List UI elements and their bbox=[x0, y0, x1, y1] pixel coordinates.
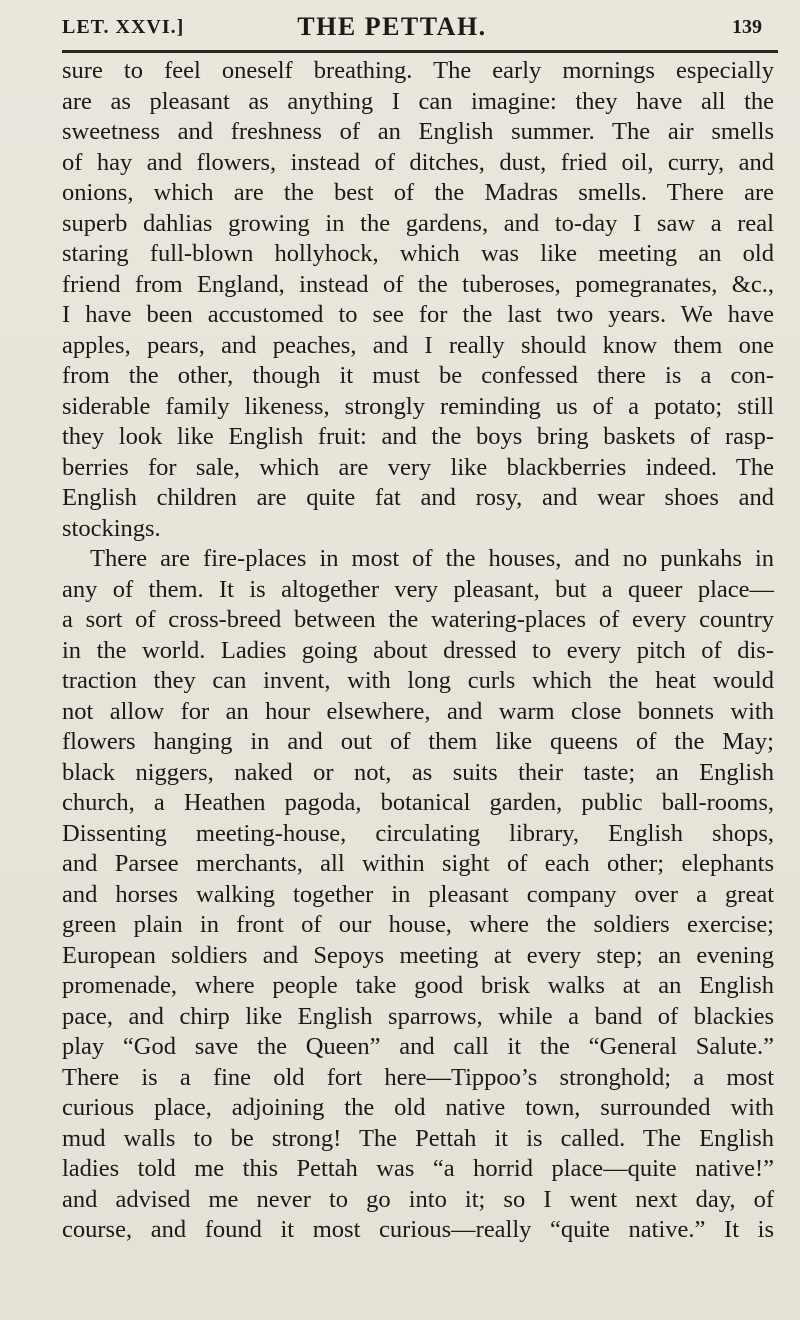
text-line: onions, which are the best of the Madras smells. There are bbox=[62, 179, 774, 206]
text-line: stockings. bbox=[62, 514, 161, 542]
text-line: flowers hanging in and out of them like queens of the May; bbox=[62, 728, 774, 755]
text-line: any of them. It is altogether very pleasant, but a queer place— bbox=[62, 575, 774, 603]
text-line: traction they can invent, with long curls which the heat would bbox=[62, 667, 774, 694]
text-line: staring full-blown hollyhock, which was like meeting an old bbox=[62, 240, 774, 267]
text-line: of hay and flowers, instead of ditches, dust, fried oil, curry, and bbox=[62, 148, 774, 176]
text-line: green plain in front of our house, where the soldiers exercise; bbox=[62, 911, 774, 938]
text-line: friend from England, instead of the tuberoses, pomegranates, &c., bbox=[62, 270, 774, 298]
text-line: they look like English fruit: and the boys bring baskets of rasp- bbox=[62, 423, 774, 450]
text-line: sweetness and freshness of an English summer. The air smells bbox=[62, 118, 774, 145]
text-line: sure to feel oneself breathing. The early mornings especially bbox=[62, 57, 774, 84]
text-line: Dissenting meeting-house, circulating library, English shops, bbox=[62, 819, 774, 847]
header-rule bbox=[62, 50, 778, 53]
text-line: There are fire-places in most of the houses, and no punkahs in bbox=[90, 545, 774, 572]
text-line: European soldiers and Sepoys meeting at every step; an evening bbox=[62, 941, 774, 969]
body-text bbox=[62, 56, 774, 1246]
text-line: English children are quite fat and rosy, and wear shoes and bbox=[62, 484, 774, 511]
running-header bbox=[62, 12, 762, 48]
text-line: and horses walking together in pleasant company over a great bbox=[62, 880, 774, 908]
text-line: apples, pears, and peaches, and I really should know them one bbox=[62, 331, 774, 359]
text-line: play “God save the Queen” and call it the “General Salute.” bbox=[62, 1033, 774, 1060]
text-line: mud walls to be strong! The Pettah it is called. The English bbox=[62, 1124, 774, 1152]
running-title: THE PETTAH. bbox=[297, 12, 487, 41]
text-line: superb dahlias growing in the gardens, and to-day I saw a real bbox=[62, 209, 774, 237]
text-line: a sort of cross-breed between the watering-places of every country bbox=[62, 606, 774, 633]
text-line: I have been accustomed to see for the last two years. We have bbox=[62, 301, 774, 328]
text-line: in the world. Ladies going about dressed to every pitch of dis- bbox=[62, 636, 774, 664]
text-line: berries for sale, which are very like blackberries indeed. The bbox=[62, 453, 774, 481]
text-line: ladies told me this Pettah was “a horrid place—quite native!” bbox=[62, 1155, 774, 1182]
text-line: from the other, though it must be confessed there is a con- bbox=[62, 362, 774, 389]
text-line: and advised me never to go into it; so I went next day, of bbox=[62, 1185, 774, 1213]
text-line: There is a fine old fort here—Tippoo’s stronghold; a most bbox=[62, 1063, 774, 1091]
letter-number: LET. XXVI.] bbox=[62, 16, 185, 38]
text-line: siderable family likeness, strongly reminding us of a potato; still bbox=[62, 392, 774, 420]
text-line: pace, and chirp like English sparrows, while a band of blackies bbox=[62, 1002, 774, 1030]
text-line: curious place, adjoining the old native town, surrounded with bbox=[62, 1094, 774, 1121]
text-line: promenade, where people take good brisk walks at an English bbox=[62, 972, 774, 999]
text-line: black niggers, naked or not, as suits their taste; an English bbox=[62, 758, 774, 786]
text-line: not allow for an hour elsewhere, and warm close bonnets with bbox=[62, 697, 774, 725]
text-line: course, and found it most curious—really “quite native.” It is bbox=[62, 1216, 774, 1243]
page-number: 139 bbox=[732, 16, 762, 38]
text-line: are as pleasant as anything I can imagine: they have all the bbox=[62, 87, 774, 115]
text-line: and Parsee merchants, all within sight of each other; elephants bbox=[62, 850, 774, 877]
text-line: church, a Heathen pagoda, botanical garden, public ball-rooms, bbox=[62, 789, 774, 816]
